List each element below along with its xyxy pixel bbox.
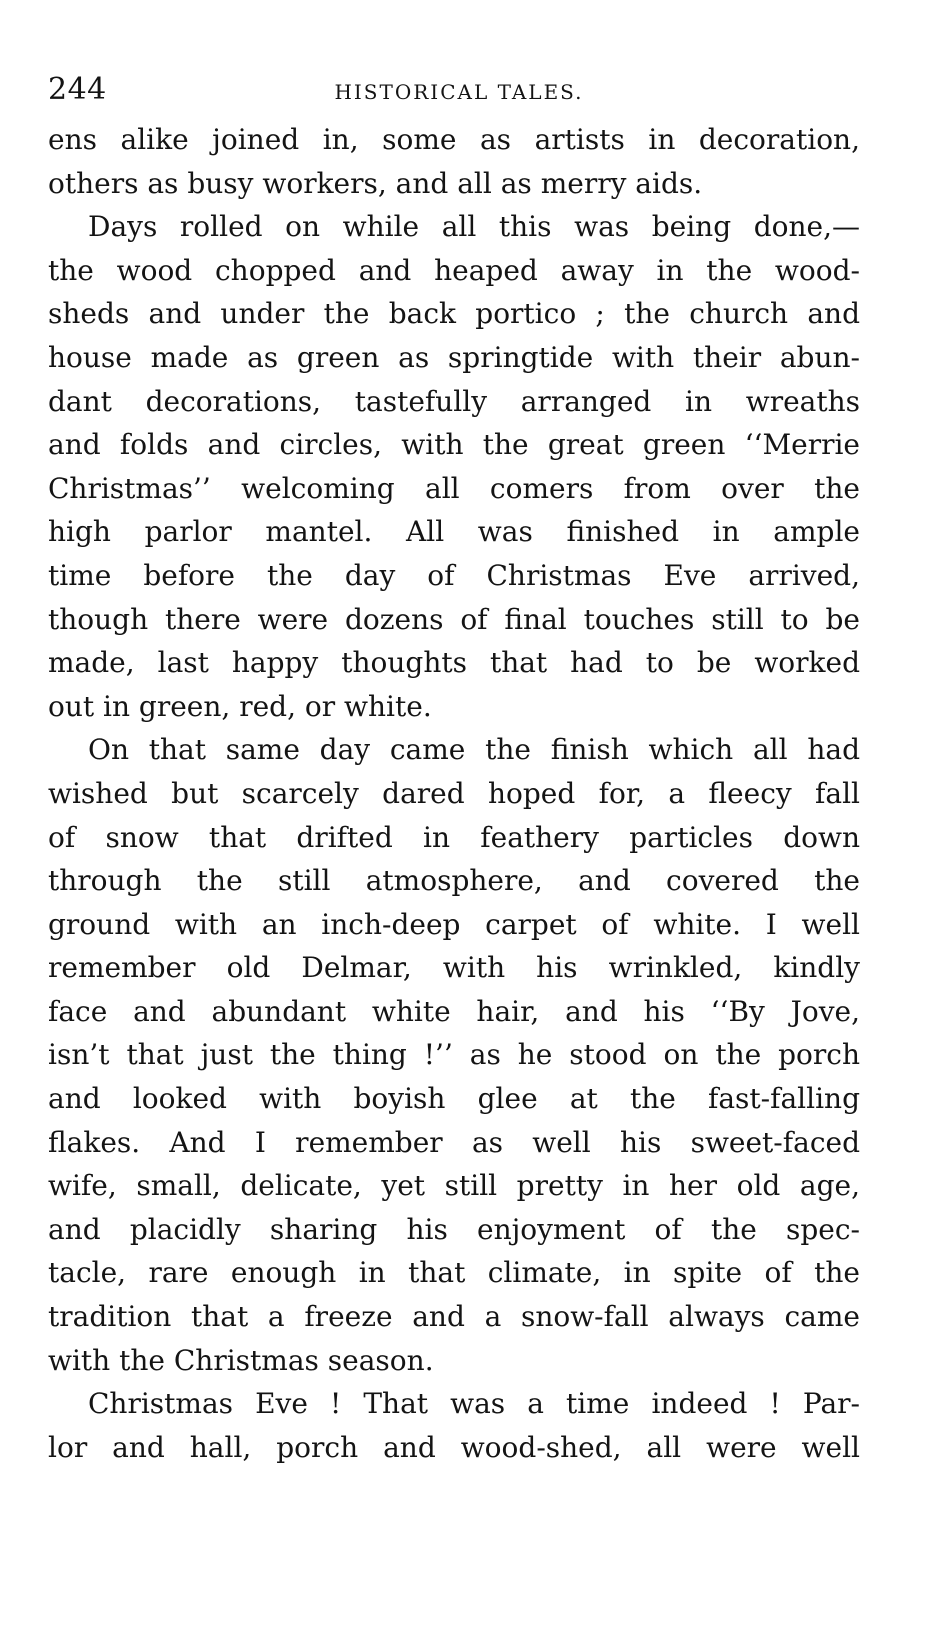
- paragraph: [48, 728, 860, 1382]
- text-line: sheds and under the back portico ; the church and: [48, 297, 860, 331]
- book-page: [48, 70, 860, 1469]
- text-line: On that same day came the finish which all had: [88, 733, 860, 767]
- page-number: 244: [48, 72, 107, 107]
- text-line: tradition that a freeze and a snow-fall always came: [48, 1300, 860, 1334]
- body-text: [48, 118, 860, 1469]
- text-line: house made as green as springtide with their abun-: [48, 340, 860, 374]
- text-line: ens alike joined in, some as artists in decoration,: [48, 123, 860, 156]
- text-line: Christmas’’ welcoming all comers from over the: [48, 471, 860, 505]
- text-line: through the still atmosphere, and covered the: [48, 864, 860, 898]
- text-line: wife, small, delicate, yet still pretty in her old age,: [48, 1169, 860, 1203]
- text-line: made, last happy thoughts that had to be worked: [48, 646, 860, 680]
- text-line: and folds and circles, with the great green ‘‘Merrie: [48, 428, 860, 462]
- text-line: ground with an inch-deep carpet of white. I well: [48, 907, 860, 941]
- text-line: of snow that drifted in feathery particles down: [48, 820, 860, 854]
- text-line: time before the day of Christmas Eve arrived,: [48, 558, 860, 592]
- text-line: though there were dozens of final touches still to be: [48, 602, 860, 636]
- paragraph: [48, 118, 860, 205]
- text-line: isn’t that just the thing !’’ as he stood on the porch: [48, 1038, 860, 1072]
- text-line: Days rolled on while all this was being done,—: [88, 210, 860, 244]
- text-line: Christmas Eve ! That was a time indeed ! Par-: [88, 1387, 860, 1421]
- text-line: high parlor mantel. All was finished in ample: [48, 515, 860, 549]
- text-line: with the Christmas season.: [48, 1343, 434, 1377]
- running-head: [48, 70, 860, 110]
- text-line: the wood chopped and heaped away in the wood-: [48, 253, 860, 287]
- text-line: remember old Delmar, with his wrinkled, kindly: [48, 951, 860, 985]
- text-line: and looked with boyish glee at the fast-falling: [48, 1082, 860, 1116]
- text-line: lor and hall, porch and wood-shed, all were well: [48, 1430, 860, 1464]
- running-title: HISTORICAL TALES.: [334, 80, 584, 104]
- paragraph: [48, 1382, 860, 1469]
- text-line: out in green, red, or white.: [48, 689, 432, 723]
- text-line: and placidly sharing his enjoyment of the spec-: [48, 1212, 860, 1246]
- text-line: tacle, rare enough in that climate, in spite of the: [48, 1256, 860, 1290]
- text-line: wished but scarcely dared hoped for, a fleecy fall: [48, 776, 860, 810]
- text-line: dant decorations, tastefully arranged in wreaths: [48, 384, 860, 418]
- text-line: others as busy workers, and all as merry aids.: [48, 166, 703, 200]
- paragraph: [48, 205, 860, 728]
- text-line: face and abundant white hair, and his ‘‘By Jove,: [48, 994, 860, 1028]
- text-line: flakes. And I remember as well his sweet-faced: [48, 1125, 860, 1159]
